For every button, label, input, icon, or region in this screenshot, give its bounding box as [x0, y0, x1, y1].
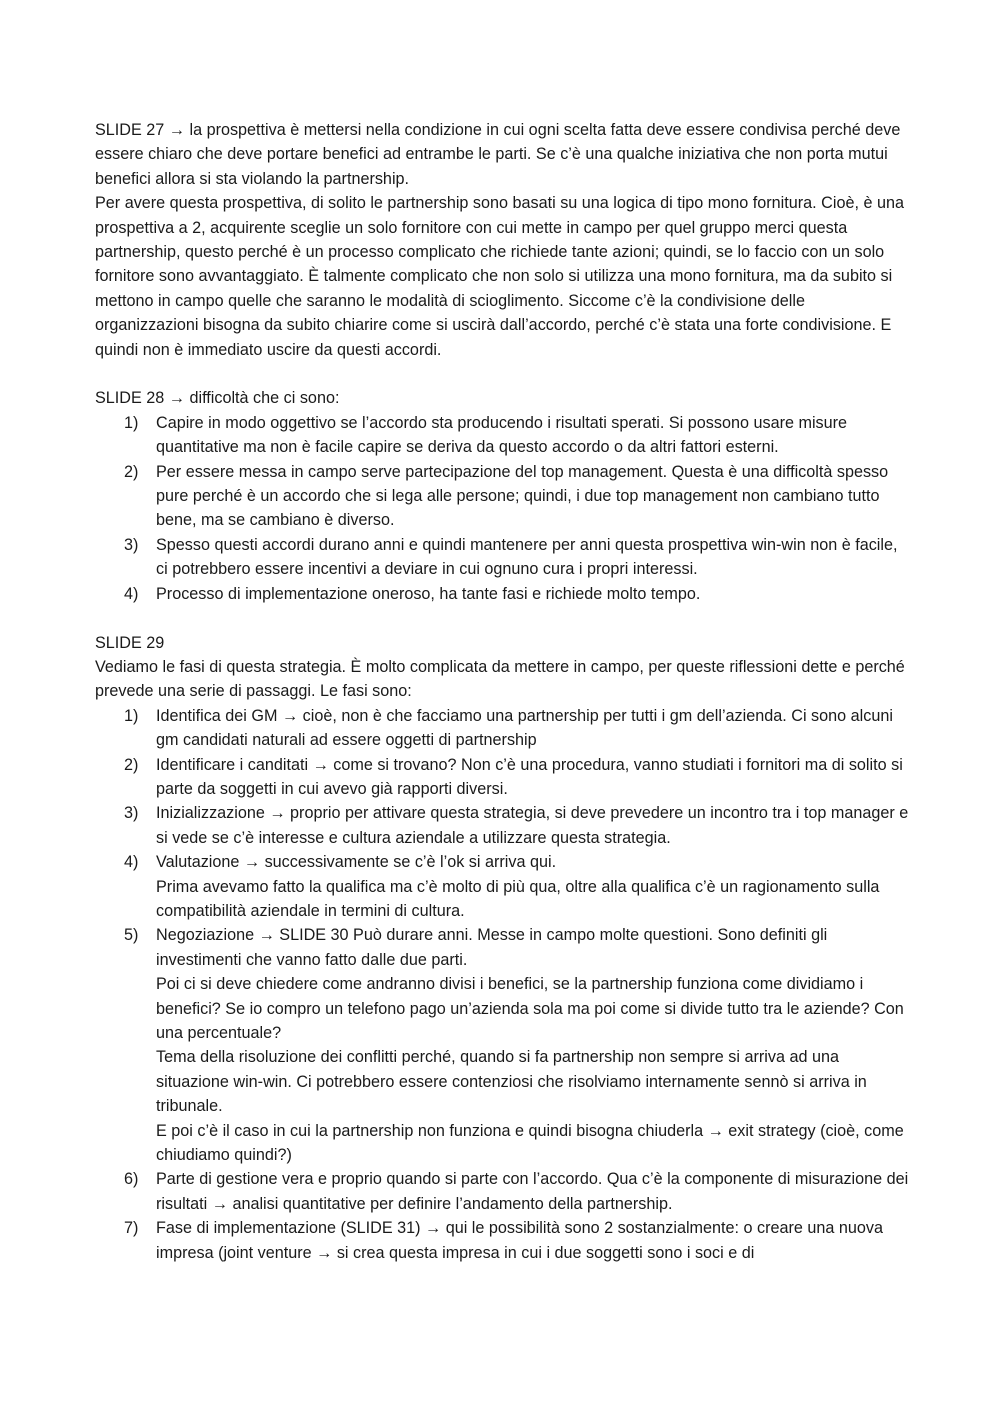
slide28-heading: SLIDE 28 → difficoltà che ci sono:: [95, 389, 340, 408]
list-item-text: [156, 923, 910, 1167]
spacer: [95, 606, 910, 630]
list-item-text: Processo di implementazione oneroso, ha tante fasi e richiede molto tempo.: [156, 584, 701, 603]
list-item: [95, 460, 910, 533]
list-item: [95, 1167, 910, 1216]
list-number: 7): [124, 1219, 139, 1238]
slide28-list: [95, 411, 910, 606]
list-paragraph: Parte di gestione vera e proprio quando si parte con l’accordo. Qua c’è la componente di misurazione dei risultati → analisi quantitative per definire l’andamento della partnership.: [156, 1170, 909, 1213]
list-number: 5): [124, 926, 139, 945]
slide29-intro: Vediamo le fasi di questa strategia. È molto complicata da mettere in campo, per queste riflessioni dette e perché prevede una serie di passaggi. Le fasi sono:: [95, 657, 905, 701]
list-paragraph: Fase di implementazione (SLIDE 31) → qui le possibilità sono 2 sostanzialmente: o creare una nuova impresa (joint venture → si crea questa impresa in cui i due soggetti sono i soci e di: [156, 1219, 884, 1262]
list-item-text: [156, 801, 910, 850]
list-paragraph: Identificare i canditati → come si trovano? Non c’è una procedura, vanno studiati i fornitori ma di solito si parte da soggetti in cui avevo già rapporti diversi.: [156, 755, 903, 798]
spacer: [95, 362, 910, 386]
list-paragraph: Inizializzazione → proprio per attivare questa strategia, si deve prevedere un incontro tra i top manager e si vede se c’è interesse e cultura aziendale a utilizzare questa strategia.: [156, 804, 909, 847]
list-number: 3): [124, 535, 139, 554]
list-number: 4): [124, 584, 139, 603]
list-number: 3): [124, 804, 139, 823]
list-item-text: Per essere messa in campo serve partecipazione del top management. Questa è una difficoltà spesso pure perché è un accordo che si lega alle persone; quindi, i due top management non cambiano tutto bene, ma se cambiano è diverso.: [156, 462, 889, 530]
list-number: 2): [124, 462, 139, 481]
list-number: 6): [124, 1170, 139, 1189]
list-item: [95, 582, 910, 606]
list-paragraph: E poi c’è il caso in cui la partnership non funziona e quindi bisogna chiuderla → exit strategy (cioè, come chiudiamo quindi?): [156, 1121, 904, 1165]
list-number: 1): [124, 706, 139, 725]
list-item-text: [156, 753, 910, 802]
list-paragraph: Negoziazione → SLIDE 30 Può durare anni. Messe in campo molte questioni. Sono definiti gli investimenti che vanno fatto dalle due parti.: [156, 926, 828, 969]
list-number: 1): [124, 413, 139, 432]
list-item: [95, 704, 910, 753]
list-item: [95, 753, 910, 802]
list-item: [95, 1216, 910, 1265]
list-item: [95, 411, 910, 460]
list-paragraph: Poi ci si deve chiedere come andranno divisi i benefici, se la partnership funziona come dividiamo i benefici? Se io compro un telefono pago un’azienda sola ma poi come si divide tutto tra le aziende? Con una percentuale?: [156, 975, 904, 1042]
slide29-heading: SLIDE 29: [95, 633, 165, 652]
list-item: [95, 533, 910, 582]
slide27-paragraph-1: SLIDE 27 → la prospettiva è mettersi nella condizione in cui ogni scelta fatta deve essere condivisa perché deve essere chiaro che deve portare benefici ad entrambe le parti. Se c’è una qualche iniziativa che non porta mutui benefici allora si sta violando la partnership.: [95, 121, 901, 188]
list-paragraph: Prima avevamo fatto la qualifica ma c’è molto di più qua, oltre alla qualifica c’è un ragionamento sulla compatibilità aziendale in termini di cultura.: [156, 877, 880, 920]
slide29-list: [95, 704, 910, 1265]
document-page: [95, 118, 910, 1265]
list-item-text: [156, 1167, 910, 1216]
list-number: 4): [124, 853, 139, 872]
list-item-text: [156, 1216, 910, 1265]
list-item-text: [156, 704, 910, 753]
list-item-text: Capire in modo oggettivo se l’accordo sta producendo i risultati sperati. Si possono usare misure quantitative ma non è facile capire se deriva da questo accordo o da altri fattori esterni.: [156, 413, 848, 457]
list-item: [95, 850, 910, 923]
list-item-text: [156, 850, 910, 923]
list-paragraph: Valutazione → successivamente se c’è l’ok si arriva qui.: [156, 853, 557, 872]
list-paragraph: Identifica dei GM → cioè, non è che facciamo una partnership per tutti i gm dell’azienda. Ci sono alcuni gm candidati naturali ad essere oggetti di partnership: [156, 706, 893, 750]
slide27-paragraph-2: Per avere questa prospettiva, di solito le partnership sono basati su una logica di tipo mono fornitura. Cioè, è una prospettiva a 2, acquirente sceglie un solo fornitore con cui mette in campo per quel gruppo merci questa partnership, questo perché è un processo complicato che richiede tante azioni; quindi, se lo faccio con un solo fornitore sono avvantaggiato. È talmente complicato che non solo si utilizza una mono fornitura, ma da subito si mettono in campo quelle che saranno le modalità di scioglimento. Siccome c’è la condivisione delle organizzazioni bisogna da subito chiarire come si uscirà dall’accordo, perché c’è stata una forte condivisione. E quindi non è immediato uscire da questi accordi.: [95, 194, 904, 359]
list-number: 2): [124, 755, 139, 774]
list-paragraph: Tema della risoluzione dei conflitti perché, quando si fa partnership non sempre si arriva ad una situazione win-win. Ci potrebbero essere contenziosi che risolviamo internamente sennò si arriva in tribunale.: [156, 1048, 867, 1116]
list-item-text: Spesso questi accordi durano anni e quindi mantenere per anni questa prospettiva win-win non è facile, ci potrebbero essere incentivi a deviare in cui ognuno cura i propri interessi.: [156, 535, 898, 579]
list-item: [95, 801, 910, 850]
list-item: [95, 923, 910, 1167]
